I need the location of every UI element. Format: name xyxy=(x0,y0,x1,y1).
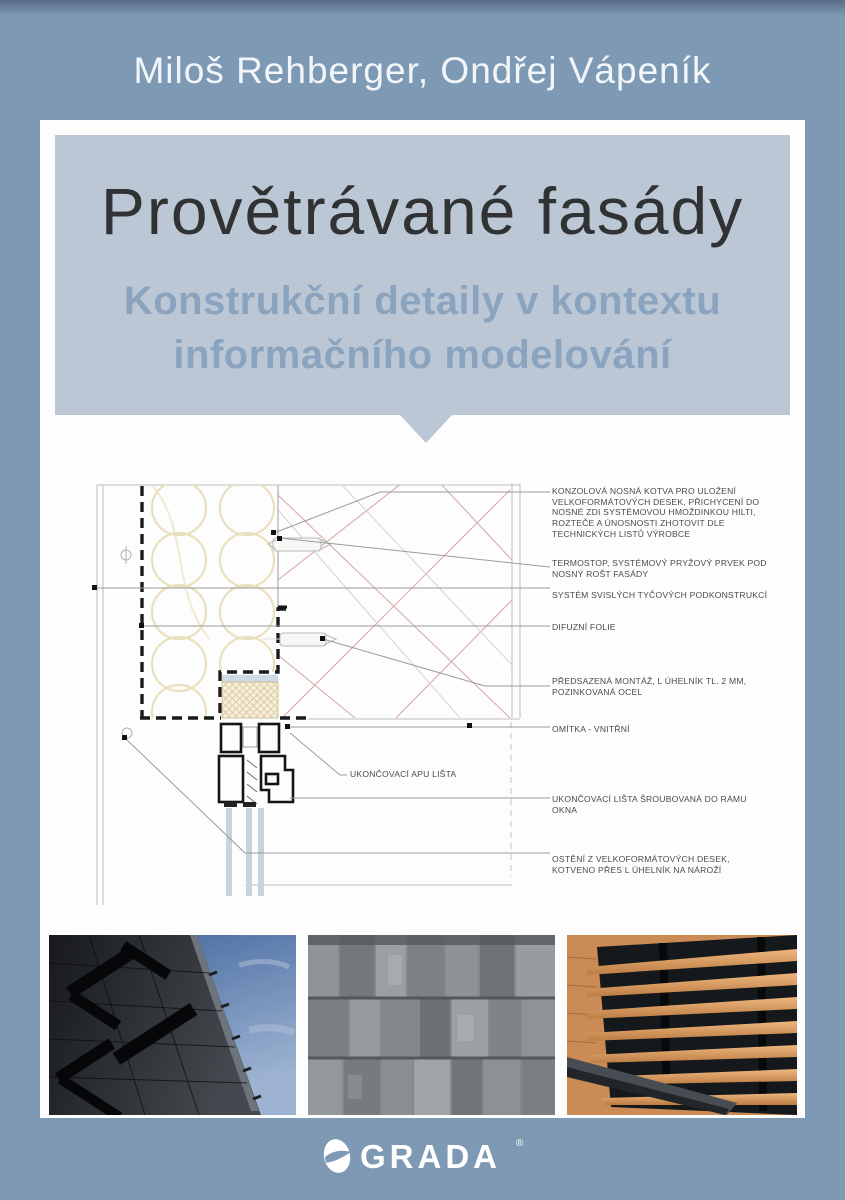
grada-logo-icon xyxy=(321,1137,354,1176)
callout-difuzni-folie: DIFUZNÍ FOLIE xyxy=(552,622,616,632)
callout-termostop: TERMOSTOP, SYSTÉMOVÝ PRYŽOVÝ PRVEK POD NOSNÝ ROŠT FASÁDY xyxy=(552,558,767,579)
photo-strip xyxy=(40,935,805,1115)
glazing-panes xyxy=(226,808,264,896)
photo-slate-tiles xyxy=(308,935,555,1115)
facade-detail-drawing xyxy=(40,450,805,935)
callout-osteni: OSTĚNÍ Z VELKOFORMÁTOVÝCH DESEK, KOTVENO PŘES L ÚHELNÍK NA NÁROŽÍ xyxy=(552,854,730,875)
callout-apu-lista: UKONČOVACÍ APU LIŠTA xyxy=(350,769,457,779)
registered-mark: ® xyxy=(516,1138,524,1149)
callout-ukoncovaci-lista: UKONČOVACÍ LIŠTA ŠROUBOVANÁ DO RÁMU OKNA xyxy=(552,794,747,815)
callout-omitka: OMÍTKA - VNITŘNÍ xyxy=(552,724,630,734)
thermal-block xyxy=(222,682,278,718)
publisher-band xyxy=(0,1118,845,1200)
leader-lines xyxy=(95,492,550,853)
book-title: Provětrávané fasády xyxy=(100,174,745,248)
membrane-strip xyxy=(222,675,278,682)
callout-konzolova-kotva: KONZOLOVÁ NOSNÁ KOTVA PRO ULOŽENÍ VELKOFORMÁTOVÝCH DESEK, PŘICHYCENÍ DO NOSNÉ ZDI SYSTÉMOVOU HMOŽDINKOU HILTI, ROZTEČE A ÚNOSNOSTI ZHOTOVIT DLE TECHNICKÝCH LISTŮ VÝROBCE xyxy=(552,486,760,539)
reference-symbols xyxy=(121,546,132,738)
cover-page-panel xyxy=(40,120,805,1118)
top-shade xyxy=(0,0,845,16)
callout-system-svislych: SYSTÉM SVISLÝCH TYČOVÝCH PODKONSTRUKCÍ xyxy=(552,590,768,600)
photo-terracotta-louvers xyxy=(567,935,797,1115)
title-box-tail xyxy=(400,415,452,443)
photo-dark-panel-facade xyxy=(49,935,296,1115)
grada-logo-text: GRADA xyxy=(360,1138,501,1175)
book-subtitle-line1: Konstrukční detaily v kontextu xyxy=(123,279,722,323)
book-subtitle-line2: informačního modelování xyxy=(173,333,672,377)
title-box xyxy=(55,135,790,415)
author-line: Miloš Rehberger, Ondřej Vápeník xyxy=(133,50,712,91)
grada-logo xyxy=(320,1130,530,1182)
callout-predsazena-montaz: PŘEDSAZENÁ MONTÁŽ, L ÚHELNÍK TL. 2 MM, POZINKOVANÁ OCEL xyxy=(552,676,747,697)
